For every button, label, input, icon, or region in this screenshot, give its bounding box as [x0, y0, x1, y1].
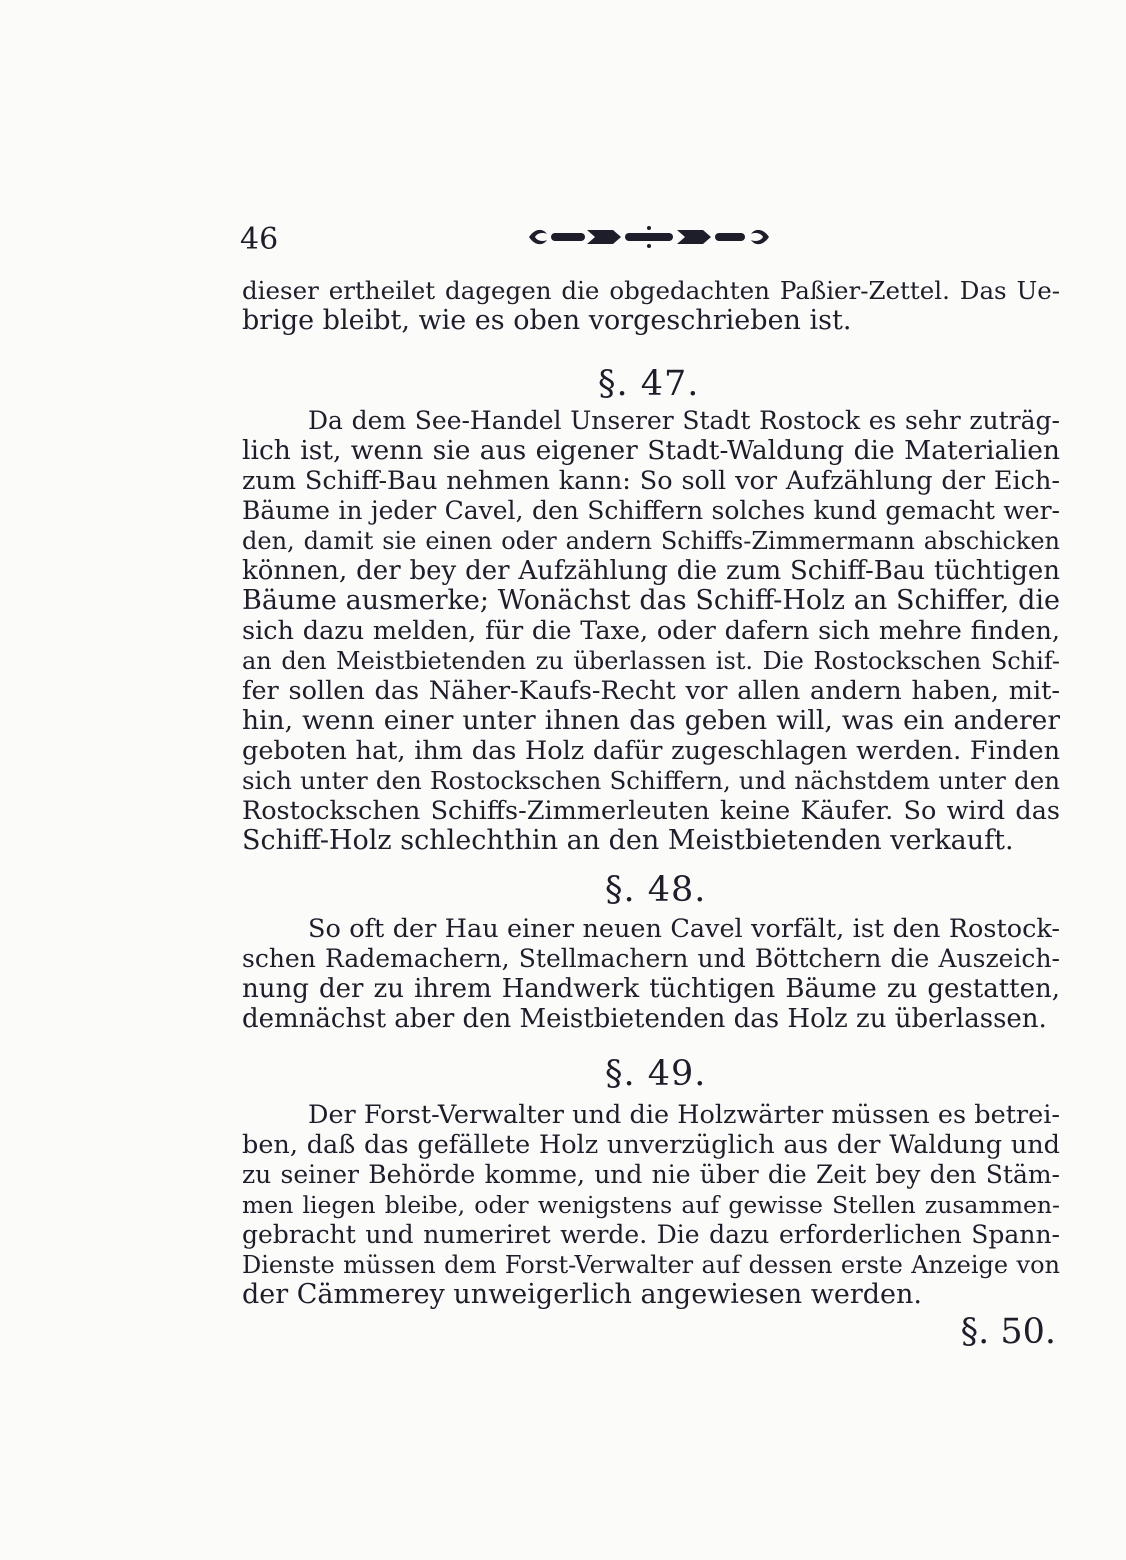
- text-line: men liegen bleibe, oder wenigstens auf gewisse Stellen zusammen-: [242, 1191, 1060, 1219]
- text-line: dieser ertheilet dagegen die obgedachten Paßier-Zettel. Das Ue-: [242, 276, 1060, 305]
- text-line: schen Rademachern, Stellmachern und Böttchern die Auszeich-: [242, 944, 1060, 973]
- text-line: können, der bey der Aufzählung die zum Schiff-Bau tüchtigen: [242, 556, 1060, 586]
- ornament-headpiece-icon: [525, 224, 773, 250]
- text-line: Bäume in jeder Cavel, den Schiffern solches kund gemacht wer-: [242, 496, 1060, 525]
- text-line: nung der zu ihrem Handwerk tüchtigen Bäume zu gestatten,: [242, 974, 1060, 1004]
- text-line: sich dazu melden, für die Taxe, oder dafern sich mehre finden,: [242, 616, 1060, 646]
- text-line: brige bleibt, wie es oben vorgeschrieben ist.: [242, 306, 852, 336]
- text-line: an den Meistbietenden zu überlassen ist. Die Rostockschen Schif-: [242, 647, 1060, 675]
- section-47-paragraph: [242, 406, 1060, 856]
- text-line: Schiff-Holz schlechthin an den Meistbietenden verkauft.: [242, 826, 1014, 856]
- text-line: sich unter den Rostockschen Schiffern, und nächstdem unter den: [242, 766, 1060, 795]
- text-line: geboten hat, ihm das Holz dafür zugeschlagen werden. Finden: [242, 736, 1060, 766]
- text-line: gebracht und numeriret werde. Die dazu erforderlichen Spann-: [242, 1220, 1060, 1249]
- text-line: zum Schiff-Bau nehmen kann: So soll vor Aufzählung der Eich-: [242, 466, 1060, 496]
- text-line: Rostockschen Schiffs-Zimmerleuten keine Käufer. So wird das: [242, 796, 1060, 826]
- text-line: fer sollen das Näher-Kaufs-Recht vor allen andern haben, mit-: [242, 676, 1060, 706]
- text-line: den, damit sie einen oder andern Schiffs-Zimmermann abschicken: [242, 527, 1060, 555]
- page-number: 46: [240, 222, 279, 257]
- section-49-paragraph: [242, 1100, 1060, 1310]
- text-line: So oft der Hau einer neuen Cavel vorfält, ist den Rostock-: [308, 914, 1060, 944]
- section-heading-49: §. 49.: [605, 1054, 707, 1094]
- continuation-paragraph: [242, 276, 1060, 336]
- text-line: der Cämmerey unweigerlich angewiesen werden.: [242, 1280, 922, 1310]
- text-line: zu seiner Behörde komme, und nie über die Zeit bey den Stäm-: [242, 1160, 1060, 1189]
- text-line: Der Forst-Verwalter und die Holzwärter müssen es betrei-: [308, 1100, 1060, 1130]
- section-heading-47: §. 47.: [598, 364, 700, 404]
- text-line: Dienste müssen dem Forst-Verwalter auf dessen erste Anzeige von: [242, 1251, 1060, 1279]
- section-heading-48: §. 48.: [605, 870, 707, 910]
- text-line: demnächst aber den Meistbietenden das Holz zu überlassen.: [242, 1004, 1047, 1034]
- text-line: Da dem See-Handel Unserer Stadt Rostock es sehr zuträg-: [308, 406, 1060, 435]
- text-line: hin, wenn einer unter ihnen das geben will, was ein anderer: [242, 706, 1060, 736]
- catchword: §. 50.: [960, 1312, 1056, 1352]
- section-48-paragraph: [242, 914, 1060, 1034]
- text-line: lich ist, wenn sie aus eigener Stadt-Waldung die Materialien: [242, 436, 1060, 466]
- text-line: ben, daß das gefällete Holz unverzüglich aus der Waldung und: [242, 1130, 1060, 1160]
- text-line: Bäume ausmerke; Wonächst das Schiff-Holz an Schiffer, die: [242, 586, 1060, 616]
